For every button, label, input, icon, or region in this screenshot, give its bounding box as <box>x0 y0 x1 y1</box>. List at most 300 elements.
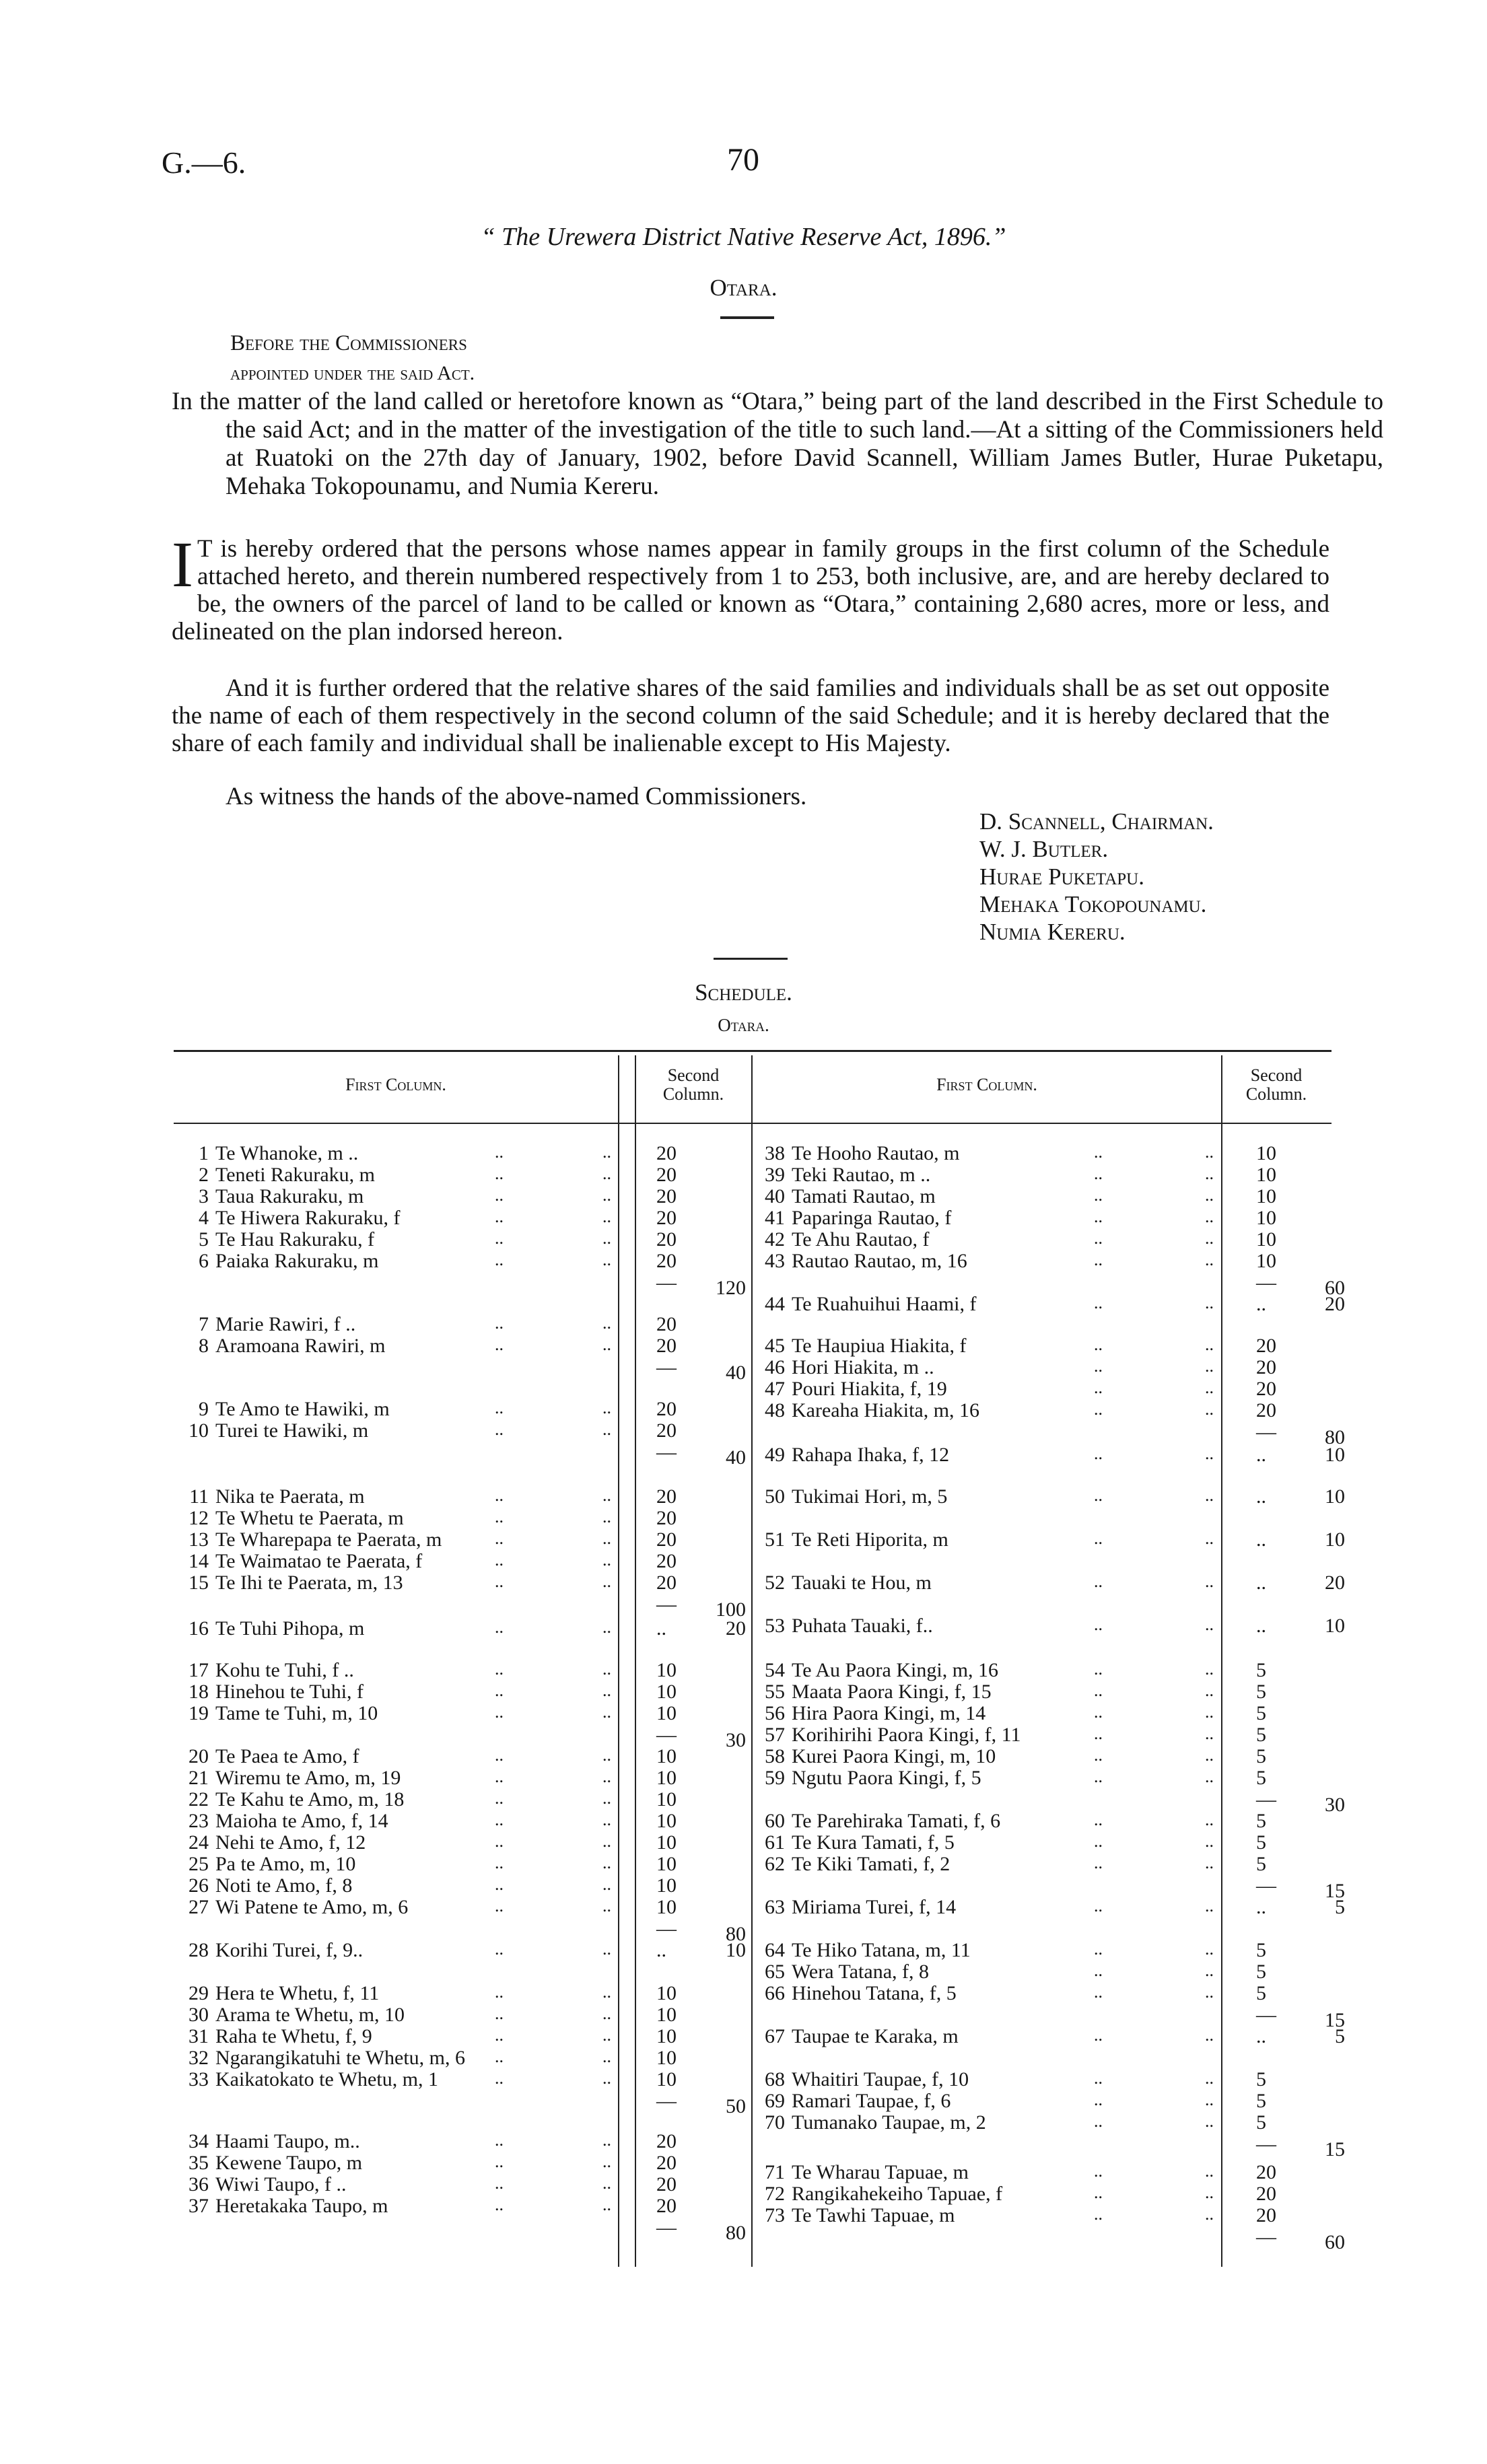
leader-dots: .. <box>1094 1335 1103 1354</box>
share-value: — <box>656 2216 677 2239</box>
share-value: 10 <box>656 2004 677 2026</box>
share-value: — <box>1256 2226 1276 2248</box>
share-value: 10 <box>656 2025 677 2047</box>
owner-name: Te Paea te Amo, f <box>215 1745 359 1767</box>
table-header-rule <box>174 1123 1332 1124</box>
share-value: 20 <box>656 2152 677 2174</box>
owner-name: Te Hau Rakuraku, f <box>215 1228 375 1251</box>
owner-name: Te Hiwera Rakuraku, f <box>215 1207 401 1229</box>
share-value: 10 <box>656 1896 677 1918</box>
family-total: 120 <box>716 1277 746 1299</box>
signature-2: W. J. Butler. <box>979 836 1109 862</box>
leader-dots: .. <box>602 1250 611 1269</box>
share-value: 5 <box>1256 1681 1266 1703</box>
leader-dots: .. <box>1205 1831 1214 1851</box>
row-number: 59 <box>765 1767 785 1789</box>
row-number: 42 <box>765 1228 785 1251</box>
share-value: 20 <box>656 1207 677 1229</box>
row-number: 43 <box>765 1250 785 1272</box>
leader-dots: .. <box>1094 2111 1103 2131</box>
leader-dots: .. <box>495 1767 504 1786</box>
block-name: Otara. <box>710 275 777 301</box>
owner-name: Hinehou Tatana, f, 5 <box>792 1982 957 2004</box>
share-value: 10 <box>656 2047 677 2069</box>
family-total: 10 <box>1325 1615 1345 1637</box>
signature-5: Numia Kereru. <box>979 919 1126 945</box>
row-number: 69 <box>765 2090 785 2112</box>
row-number: 55 <box>765 1681 785 1703</box>
leader-dots: .. <box>602 1831 611 1851</box>
share-value: 5 <box>1256 2068 1266 2090</box>
share-value: 10 <box>1256 1185 1276 1207</box>
share-value: — <box>656 1441 677 1463</box>
share-value: 10 <box>1256 1250 1276 1272</box>
row-number: 47 <box>765 1378 785 1400</box>
owner-name: Raha te Whetu, f, 9 <box>215 2025 372 2047</box>
owner-name: Te Hooho Rautao, m <box>792 1142 960 1164</box>
share-value: .. <box>656 1939 666 1961</box>
leader-dots: .. <box>1205 1982 1214 2002</box>
owner-name: Kaikatokato te Whetu, m, 1 <box>215 2068 439 2090</box>
family-total: 15 <box>1325 2138 1345 2160</box>
row-number: 31 <box>188 2025 209 2047</box>
share-value: .. <box>1256 2025 1266 2047</box>
right-first-column-header: First Column. <box>936 1075 1037 1094</box>
row-number: 30 <box>188 2004 209 2026</box>
leader-dots: .. <box>1205 1399 1214 1419</box>
leader-dots: .. <box>602 1313 611 1333</box>
leader-dots: .. <box>1205 1485 1214 1505</box>
family-total: 60 <box>1325 1277 1345 1299</box>
owner-name: Te Kiki Tamati, f, 2 <box>792 1853 950 1875</box>
owner-name: Maioha te Amo, f, 14 <box>215 1810 388 1832</box>
owner-name: Te Wharau Tapuae, m <box>792 2161 969 2183</box>
row-number: 73 <box>765 2204 785 2226</box>
row-number: 52 <box>765 1572 785 1594</box>
owner-name: Kurei Paora Kingi, m, 10 <box>792 1745 996 1767</box>
share-value: 20 <box>656 2173 677 2195</box>
row-number: 7 <box>199 1313 209 1335</box>
leader-dots: .. <box>1094 2025 1103 2045</box>
leader-dots: .. <box>1094 1142 1103 1162</box>
owner-name: Wiremu te Amo, m, 19 <box>215 1767 401 1789</box>
share-value: 5 <box>1256 1831 1266 1854</box>
row-number: 48 <box>765 1399 785 1421</box>
share-value: 20 <box>656 1142 677 1164</box>
family-total: 20 <box>1325 1293 1345 1315</box>
leader-dots: .. <box>1094 1615 1103 1634</box>
share-value: — <box>1256 2133 1276 2155</box>
leader-dots: .. <box>1205 2204 1214 2224</box>
leader-dots: .. <box>1205 1207 1214 1226</box>
row-number: 60 <box>765 1810 785 1832</box>
owner-name: Rautao Rautao, m, 16 <box>792 1250 967 1272</box>
owner-name: Turei te Hawiki, m <box>215 1419 369 1442</box>
share-value: — <box>656 1593 677 1615</box>
owner-name: Wi Patene te Amo, m, 6 <box>215 1896 409 1918</box>
page-number: 70 <box>727 142 759 178</box>
leader-dots: .. <box>602 2004 611 2023</box>
owner-name: Hera te Whetu, f, 11 <box>215 1982 380 2004</box>
owner-name: Te Whetu te Paerata, m <box>215 1507 404 1529</box>
leader-dots: .. <box>1205 2111 1214 2131</box>
row-number: 3 <box>199 1185 209 1207</box>
owner-name: Te Haupiua Hiakita, f <box>792 1335 967 1357</box>
owner-name: Maata Paora Kingi, f, 15 <box>792 1681 992 1703</box>
leader-dots: .. <box>1205 2068 1214 2088</box>
family-total: 30 <box>1325 1794 1345 1816</box>
owner-name: Haami Taupo, m.. <box>215 2130 360 2152</box>
row-number: 39 <box>765 1164 785 1186</box>
leader-dots: .. <box>602 1788 611 1808</box>
leader-dots: .. <box>495 2025 504 2045</box>
row-number: 14 <box>188 1550 209 1572</box>
leader-dots: .. <box>1094 1831 1103 1851</box>
leader-dots: .. <box>602 1398 611 1417</box>
leader-dots: .. <box>602 2152 611 2171</box>
row-number: 26 <box>188 1874 209 1897</box>
leader-dots: .. <box>1094 1724 1103 1743</box>
leader-dots: .. <box>495 1874 504 1894</box>
row-number: 38 <box>765 1142 785 1164</box>
share-value: 10 <box>656 1767 677 1789</box>
row-number: 11 <box>189 1485 209 1508</box>
leader-dots: .. <box>495 1572 504 1591</box>
leader-dots: .. <box>1205 1939 1214 1959</box>
leader-dots: .. <box>1205 2161 1214 2181</box>
owner-name: Heretakaka Taupo, m <box>215 2195 388 2217</box>
leader-dots: .. <box>1205 1293 1214 1312</box>
row-number: 68 <box>765 2068 785 2090</box>
row-number: 9 <box>199 1398 209 1420</box>
row-number: 35 <box>188 2152 209 2174</box>
share-value: .. <box>1256 1444 1266 1466</box>
owner-name: Taua Rakuraku, m <box>215 1185 364 1207</box>
leader-dots: .. <box>602 1550 611 1570</box>
matter-paragraph: In the matter of the land called or heretofore known as “Otara,” being part of the land described in the First Schedule to the said Act; and in the matter of the investigation of the title to such land.—At a sitting of the Commissioners held at Ruatoki on the 27th day of January, 1902, before David Scannell, William James Butler, Hurae Puketapu, Mehaka Tokopounamu, and Numia Kereru. <box>172 388 1383 500</box>
leader-dots: .. <box>1094 1982 1103 2002</box>
share-value: 20 <box>656 2130 677 2152</box>
row-number: 13 <box>188 1528 209 1551</box>
leader-dots: .. <box>1094 1250 1103 1269</box>
witness-line: As witness the hands of the above-named Commissioners. <box>226 783 807 810</box>
share-value: 20 <box>656 1313 677 1335</box>
share-value: 20 <box>656 1164 677 1186</box>
row-number: 5 <box>199 1228 209 1251</box>
share-value: 10 <box>1256 1207 1276 1229</box>
row-number: 62 <box>765 1853 785 1875</box>
leader-dots: .. <box>1205 1853 1214 1872</box>
col-divider-right-1 <box>1221 1055 1222 2267</box>
leader-dots: .. <box>1205 1185 1214 1205</box>
leader-dots: .. <box>1205 1335 1214 1354</box>
leader-dots: .. <box>1094 1853 1103 1872</box>
leader-dots: .. <box>602 1507 611 1526</box>
owner-name: Tumanako Taupae, m, 2 <box>792 2111 986 2134</box>
share-value: — <box>1256 2004 1276 2026</box>
row-number: 72 <box>765 2183 785 2205</box>
share-value: — <box>1256 1271 1276 1294</box>
row-number: 37 <box>188 2195 209 2217</box>
col-divider-left-1 <box>618 1055 619 2267</box>
leader-dots: .. <box>495 1550 504 1570</box>
signature-1: D. Scannell, Chairman. <box>979 808 1214 835</box>
leader-dots: .. <box>1094 1293 1103 1312</box>
row-number: 2 <box>199 1164 209 1186</box>
leader-dots: .. <box>1205 1724 1214 1743</box>
leader-dots: .. <box>495 2068 504 2088</box>
owner-name: Marie Rawiri, f .. <box>215 1313 356 1335</box>
share-value: 20 <box>1256 2161 1276 2183</box>
share-value: .. <box>1256 1896 1266 1918</box>
row-number: 4 <box>199 1207 209 1229</box>
leader-dots: .. <box>602 1939 611 1959</box>
leader-dots: .. <box>495 1702 504 1722</box>
share-value: 10 <box>656 1853 677 1875</box>
family-total: 10 <box>726 1939 746 1961</box>
share-value: .. <box>1256 1615 1266 1637</box>
owner-name: Te Ahu Rautao, f <box>792 1228 930 1251</box>
family-total: 5 <box>1335 1896 1345 1918</box>
share-value: — <box>656 1356 677 1378</box>
owner-name: Wera Tatana, f, 8 <box>792 1961 929 1983</box>
leader-dots: .. <box>1094 1659 1103 1679</box>
row-number: 17 <box>188 1659 209 1681</box>
leader-dots: .. <box>602 2195 611 2214</box>
row-number: 67 <box>765 2025 785 2047</box>
leader-dots: .. <box>602 1745 611 1765</box>
before-line-2: appointed under the said Act. <box>230 362 475 384</box>
share-value: 10 <box>656 1702 677 1724</box>
row-number: 50 <box>765 1485 785 1508</box>
leader-dots: .. <box>1094 2161 1103 2181</box>
row-number: 34 <box>188 2130 209 2152</box>
leader-dots: .. <box>495 1207 504 1226</box>
share-value: 5 <box>1256 1745 1266 1767</box>
owner-name: Te Ruahuihui Haami, f <box>792 1293 977 1315</box>
owner-name: Paiaka Rakuraku, m <box>215 1250 379 1272</box>
leader-dots: .. <box>1205 1702 1214 1722</box>
share-value: 20 <box>1256 2204 1276 2226</box>
leader-dots: .. <box>495 1617 504 1637</box>
owner-name: Kareaha Hiakita, m, 16 <box>792 1399 980 1421</box>
leader-dots: .. <box>495 2173 504 2193</box>
owner-name: Noti te Amo, f, 8 <box>215 1874 353 1897</box>
leader-dots: .. <box>602 1982 611 2002</box>
leader-dots: .. <box>1094 1745 1103 1765</box>
share-value: 10 <box>1256 1142 1276 1164</box>
share-value: — <box>656 1917 677 1940</box>
row-number: 20 <box>188 1745 209 1767</box>
leader-dots: .. <box>1094 1485 1103 1505</box>
owner-name: Ramari Taupae, f, 6 <box>792 2090 951 2112</box>
leader-dots: .. <box>1205 1572 1214 1591</box>
left-second-col-line1: Second <box>667 1065 720 1085</box>
owner-name: Wiwi Taupo, f .. <box>215 2173 347 2195</box>
leader-dots: .. <box>495 1419 504 1439</box>
leader-dots: .. <box>1205 1767 1214 1786</box>
share-value: 20 <box>1256 1399 1276 1421</box>
owner-name: Hori Hiakita, m .. <box>792 1356 934 1378</box>
family-total: 10 <box>1325 1485 1345 1508</box>
leader-dots: .. <box>495 2195 504 2214</box>
family-total: 80 <box>1325 1426 1345 1448</box>
leader-dots: .. <box>1094 1444 1103 1463</box>
leader-dots: .. <box>495 1896 504 1915</box>
leader-dots: .. <box>495 1142 504 1162</box>
signature-4: Mehaka Tokopounamu. <box>979 891 1207 917</box>
row-number: 65 <box>765 1961 785 1983</box>
leader-dots: .. <box>495 1528 504 1548</box>
leader-dots: .. <box>1094 2068 1103 2088</box>
further-paragraph: And it is further ordered that the relative shares of the said families and individuals shall be as set out opposite the name of each of them respectively in the second column of the said Schedule; and it is hereby declared that the share of each family and individual shall be inalienable except to His Majesty. <box>172 674 1329 757</box>
leader-dots: .. <box>1094 2183 1103 2202</box>
leader-dots: .. <box>1094 1939 1103 1959</box>
row-number: 45 <box>765 1335 785 1357</box>
owner-name: Tame te Tuhi, m, 10 <box>215 1702 378 1724</box>
share-value: 20 <box>656 1250 677 1272</box>
owner-name: Hinehou te Tuhi, f <box>215 1681 364 1703</box>
row-number: 56 <box>765 1702 785 1724</box>
leader-dots: .. <box>495 1681 504 1700</box>
row-number: 8 <box>199 1335 209 1357</box>
leader-dots: .. <box>602 1419 611 1439</box>
family-total: 10 <box>1325 1528 1345 1551</box>
share-value: 10 <box>656 2068 677 2090</box>
owner-name: Ngutu Paora Kingi, f, 5 <box>792 1767 981 1789</box>
left-second-col-line2: Column. <box>662 1084 724 1104</box>
share-value: — <box>656 2090 677 2112</box>
row-number: 41 <box>765 1207 785 1229</box>
owner-name: Puhata Tauaki, f.. <box>792 1615 933 1637</box>
owner-name: Te Kura Tamati, f, 5 <box>792 1831 955 1854</box>
family-total: 80 <box>726 2222 746 2244</box>
row-number: 12 <box>188 1507 209 1529</box>
row-number: 66 <box>765 1982 785 2004</box>
leader-dots: .. <box>602 1810 611 1829</box>
share-value: 20 <box>656 1550 677 1572</box>
share-value: 10 <box>656 1788 677 1810</box>
share-value: 20 <box>1256 1356 1276 1378</box>
leader-dots: .. <box>495 1335 504 1354</box>
owner-name: Aramoana Rawiri, m <box>215 1335 386 1357</box>
leader-dots: .. <box>495 1659 504 1679</box>
row-number: 58 <box>765 1745 785 1767</box>
row-number: 33 <box>188 2068 209 2090</box>
share-value: 10 <box>656 1659 677 1681</box>
schedule-subtitle: Otara. <box>718 1015 769 1035</box>
share-value: 5 <box>1256 1810 1266 1832</box>
row-number: 64 <box>765 1939 785 1961</box>
family-total: 30 <box>726 1729 746 1751</box>
owner-name: Rahapa Ihaka, f, 12 <box>792 1444 950 1466</box>
leader-dots: .. <box>1205 1810 1214 1829</box>
row-number: 18 <box>188 1681 209 1703</box>
leader-dots: .. <box>602 2173 611 2193</box>
owner-name: Te Wharepapa te Paerata, m <box>215 1528 442 1551</box>
leader-dots: .. <box>1205 1378 1214 1397</box>
owner-name: Taupae te Karaka, m <box>792 2025 959 2047</box>
leader-dots: .. <box>495 1788 504 1808</box>
owner-name: Te Kahu te Amo, m, 18 <box>215 1788 405 1810</box>
owner-name: Tamati Rautao, m <box>792 1185 936 1207</box>
family-total: 40 <box>726 1446 746 1469</box>
share-value: 10 <box>656 1681 677 1703</box>
leader-dots: .. <box>495 1485 504 1505</box>
family-total: 50 <box>726 2095 746 2117</box>
owner-name: Te Tuhi Pihopa, m <box>215 1617 365 1640</box>
share-value: — <box>656 1271 677 1294</box>
share-value: 20 <box>656 1507 677 1529</box>
leader-dots: .. <box>602 1874 611 1894</box>
share-value: 5 <box>1256 2090 1266 2112</box>
leader-dots: .. <box>495 1185 504 1205</box>
owner-name: Te Parehiraka Tamati, f, 6 <box>792 1810 1001 1832</box>
share-value: 10 <box>656 1810 677 1832</box>
leader-dots: .. <box>495 1810 504 1829</box>
left-second-column-header <box>636 1066 751 1104</box>
share-value: 10 <box>656 1874 677 1897</box>
order-text: T is hereby ordered that the persons whose names appear in family groups in the first column of the Schedule attached hereto, and therein numbered respectively from 1 to 253, both inclusive, are, and are hereby declared to be, the owners of the parcel of land to be called or known as “Otara,” containing 2,680 acres, more or less, and delineated on the plan indorsed hereon. <box>172 535 1329 645</box>
row-number: 63 <box>765 1896 785 1918</box>
family-total: 5 <box>1335 2025 1345 2047</box>
row-number: 61 <box>765 1831 785 1854</box>
owner-name: Te Reti Hiporita, m <box>792 1528 948 1551</box>
owner-name: Te Au Paora Kingi, m, 16 <box>792 1659 999 1681</box>
owner-name: Rangikahekeiho Tapuae, f <box>792 2183 1003 2205</box>
row-number: 23 <box>188 1810 209 1832</box>
row-number: 32 <box>188 2047 209 2069</box>
owner-name: Te Ihi te Paerata, m, 13 <box>215 1572 403 1594</box>
share-value: .. <box>1256 1485 1266 1508</box>
share-value: .. <box>656 1617 666 1640</box>
leader-dots: .. <box>495 1853 504 1872</box>
row-number: 71 <box>765 2161 785 2183</box>
leader-dots: .. <box>602 2130 611 2150</box>
owner-name: Hira Paora Kingi, m, 14 <box>792 1702 986 1724</box>
leader-dots: .. <box>495 1228 504 1248</box>
leader-dots: .. <box>602 1572 611 1591</box>
leader-dots: .. <box>495 2004 504 2023</box>
row-number: 15 <box>188 1572 209 1594</box>
leader-dots: .. <box>1094 2204 1103 2224</box>
share-value: 20 <box>656 1419 677 1442</box>
leader-dots: .. <box>1205 1356 1214 1376</box>
family-total: 40 <box>726 1362 746 1384</box>
leader-dots: .. <box>1205 1528 1214 1548</box>
owner-name: Korihirihi Paora Kingi, f, 11 <box>792 1724 1021 1746</box>
family-total: 60 <box>1325 2231 1345 2253</box>
signature-3: Hurae Puketapu. <box>979 864 1144 890</box>
leader-dots: .. <box>1094 1810 1103 1829</box>
owner-name: Te Amo te Hawiki, m <box>215 1398 390 1420</box>
leader-dots: .. <box>1205 1659 1214 1679</box>
family-total: 20 <box>1325 1572 1345 1594</box>
leader-dots: .. <box>1094 1228 1103 1248</box>
owner-name: Korihi Turei, f, 9.. <box>215 1939 364 1961</box>
share-value: — <box>1256 1421 1276 1443</box>
right-second-column-header <box>1222 1066 1330 1104</box>
row-number: 27 <box>188 1896 209 1918</box>
leader-dots: .. <box>1094 1185 1103 1205</box>
leader-dots: .. <box>1094 1572 1103 1591</box>
leader-dots: .. <box>495 1939 504 1959</box>
leader-dots: .. <box>1094 1528 1103 1548</box>
share-value: .. <box>1256 1572 1266 1594</box>
owner-name: Pouri Hiakita, f, 19 <box>792 1378 947 1400</box>
share-value: 20 <box>1256 1378 1276 1400</box>
share-value: 5 <box>1256 1982 1266 2004</box>
